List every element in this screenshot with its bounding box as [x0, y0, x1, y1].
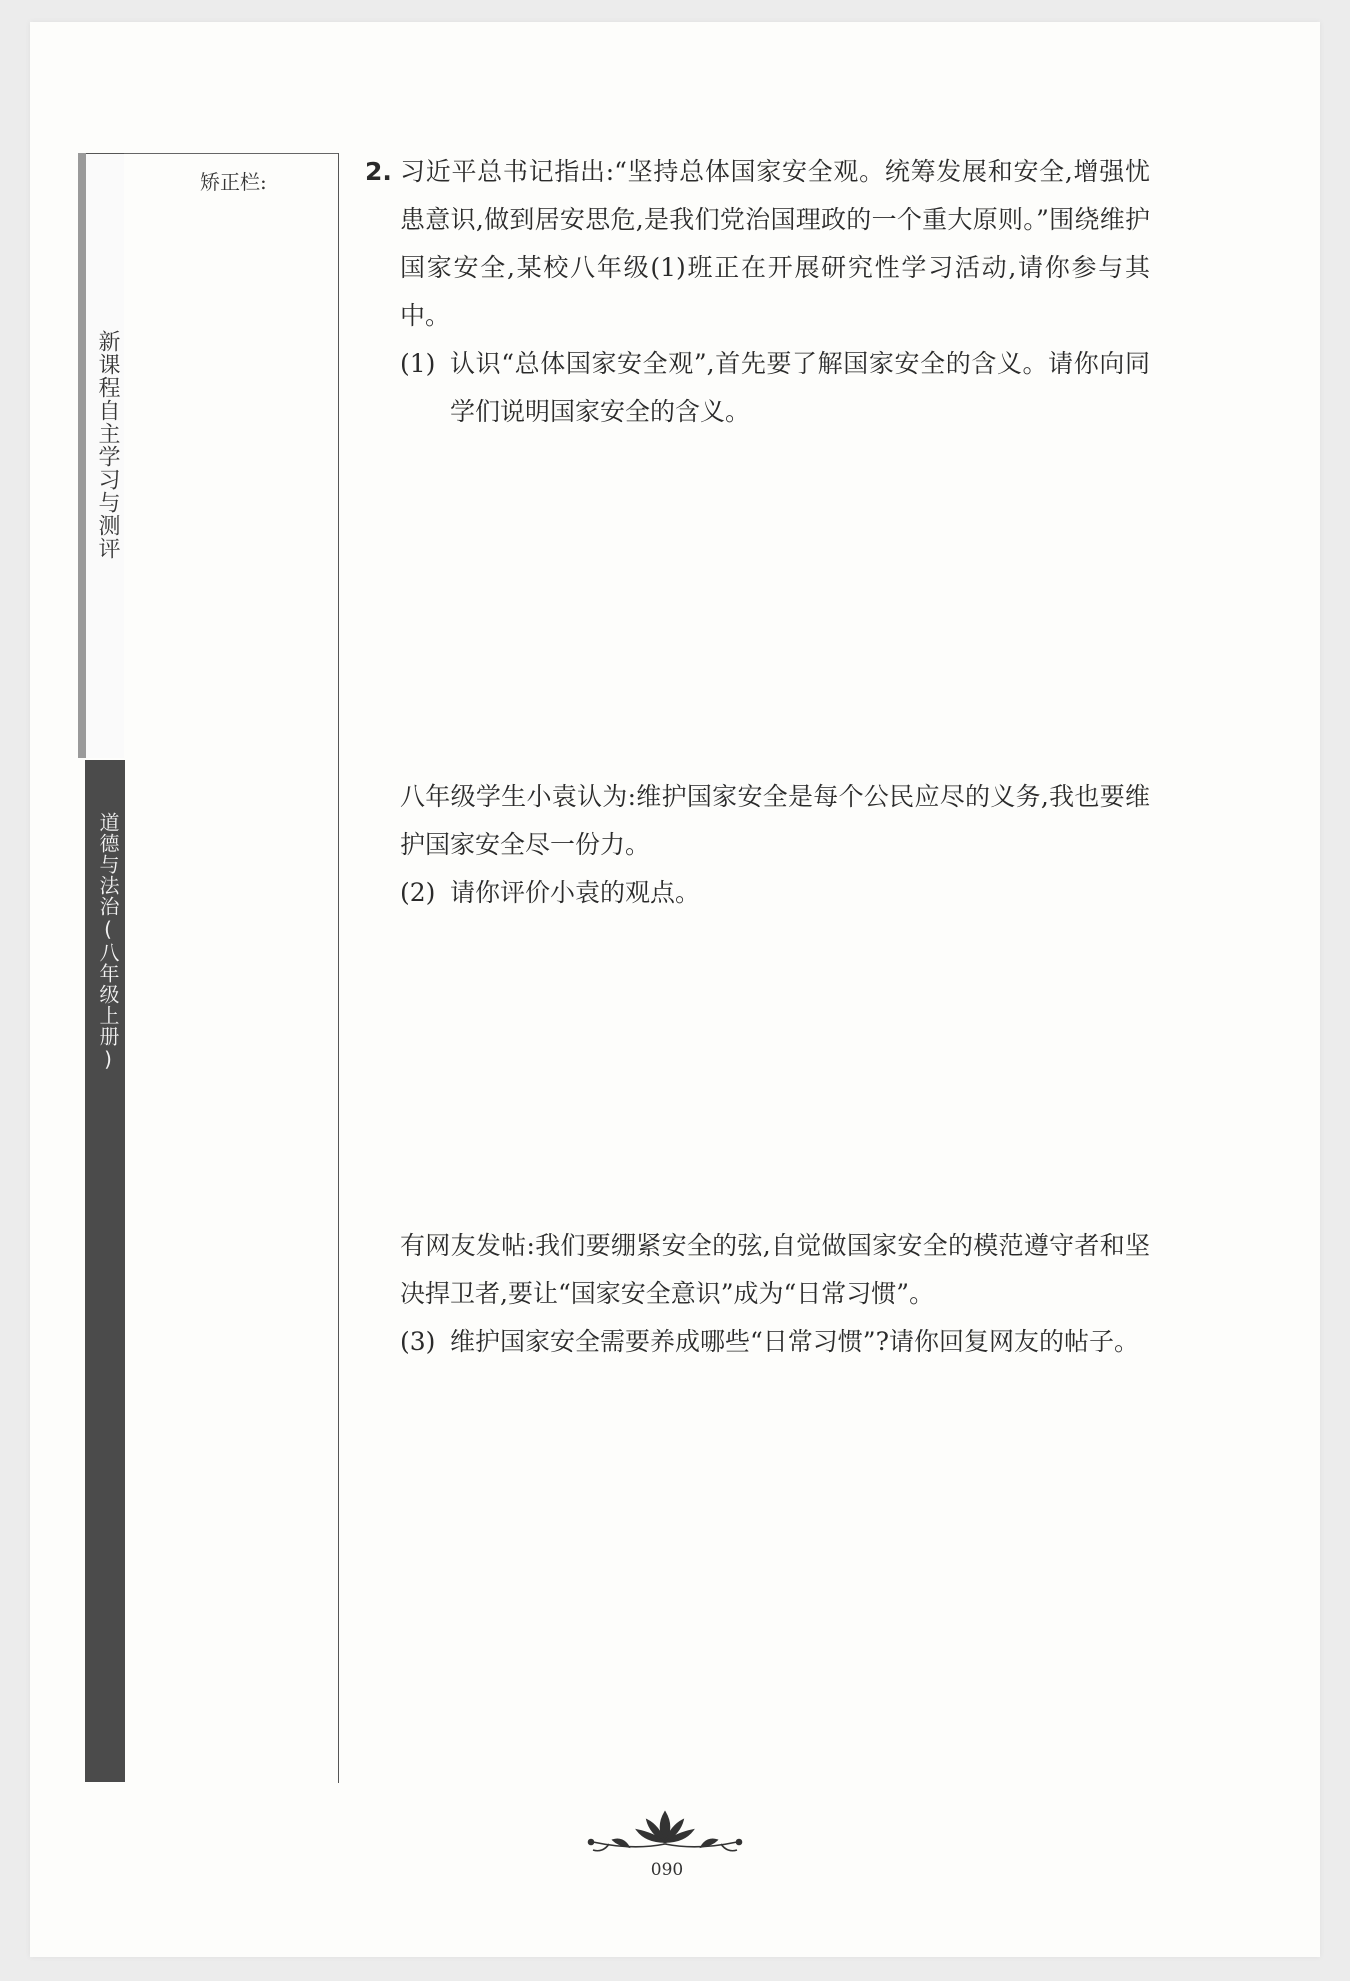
correction-top-rule — [124, 153, 339, 154]
sidebar-series-title: 新课程自主学习与测评 — [95, 330, 120, 560]
question-stem — [365, 148, 1150, 340]
sub-question-1-mark: (1) — [400, 349, 436, 378]
sub-question-1 — [365, 340, 1150, 436]
sub-question-2-mark: (2) — [400, 878, 436, 907]
correction-label: 矫正栏: — [200, 170, 267, 194]
material-2: 八年级学生小袁认为:维护国家安全是每个公民应尽的义务,我也要维护国家安全尽一份力。 — [400, 782, 1150, 859]
question-number: 2. — [365, 157, 392, 186]
correction-column-rule — [338, 153, 339, 1783]
sub-question-3 — [400, 1318, 1150, 1366]
sidebar-subject-title: 道德与法治(八年级上册) — [96, 812, 120, 1072]
sub-question-2-text: 请你评价小袁的观点。 — [450, 878, 701, 907]
page-number: 090 — [650, 1860, 684, 1880]
sub-question-1-text: 认识“总体国家安全观”,首先要了解国家安全的含义。请你向同学们说明国家安全的含义。 — [450, 349, 1150, 426]
sidebar-series-shade — [78, 153, 86, 758]
sub-question-2 — [400, 869, 1150, 917]
sub-question-3-mark: (3) — [400, 1327, 436, 1356]
material-3: 有网友发帖:我们要绷紧安全的弦,自觉做国家安全的模范遵守者和坚决捍卫者,要让“国家安全意识”成为“日常习惯”。 — [400, 1231, 1150, 1308]
footer-ornament-icon — [585, 1808, 745, 1856]
question-stem-text: 习近平总书记指出:“坚持总体国家安全观。统筹发展和安全,增强忧患意识,做到居安思危,是我们党治国理政的一个重大原则。”围绕维护国家安全,某校八年级(1)班正在开展研究性学习活动,请你参与其中。 — [400, 157, 1150, 330]
question-block — [365, 148, 1150, 436]
sub-question-3-text: 维护国家安全需要养成哪些“日常习惯”?请你回复网友的帖子。 — [450, 1327, 1139, 1356]
